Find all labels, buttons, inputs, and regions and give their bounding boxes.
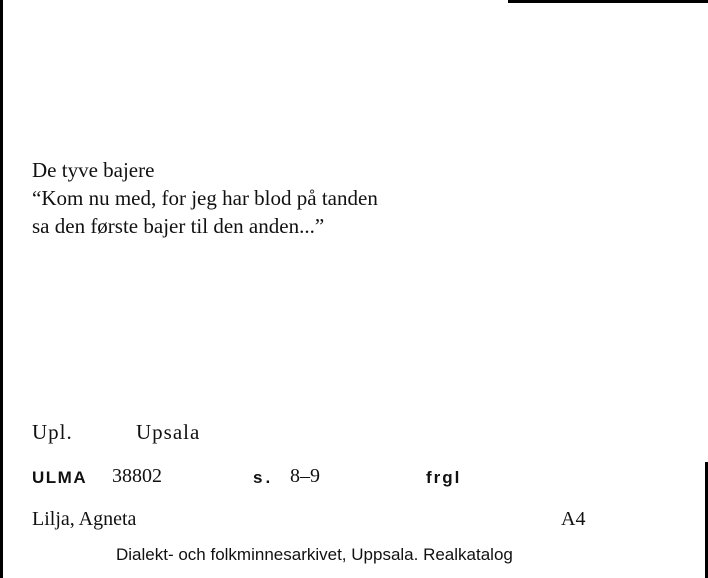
- poem-line: “Kom nu med, for jeg har blod på tanden: [32, 186, 378, 210]
- archive-code: ULMA: [32, 468, 88, 487]
- card-left-border: [0, 0, 3, 578]
- card-top-border: [508, 0, 708, 3]
- paper-format: A4: [561, 508, 586, 530]
- genre-code: frgl: [426, 468, 462, 487]
- poem-line: sa den første bajer til den anden...”: [32, 214, 325, 238]
- poem-text: [32, 156, 378, 240]
- poem-title: De tyve bajere: [32, 158, 155, 182]
- province-label: Upl.: [32, 420, 73, 444]
- institution-footer: Dialekt- och folkminnesarkivet, Uppsala. Realkatalog: [116, 545, 513, 564]
- page-range: 8–9: [290, 465, 320, 487]
- record-number: 38802: [112, 465, 162, 487]
- page-label: s.: [253, 468, 274, 487]
- place-label: Upsala: [136, 420, 201, 444]
- author-name: Lilja, Agneta: [32, 508, 137, 530]
